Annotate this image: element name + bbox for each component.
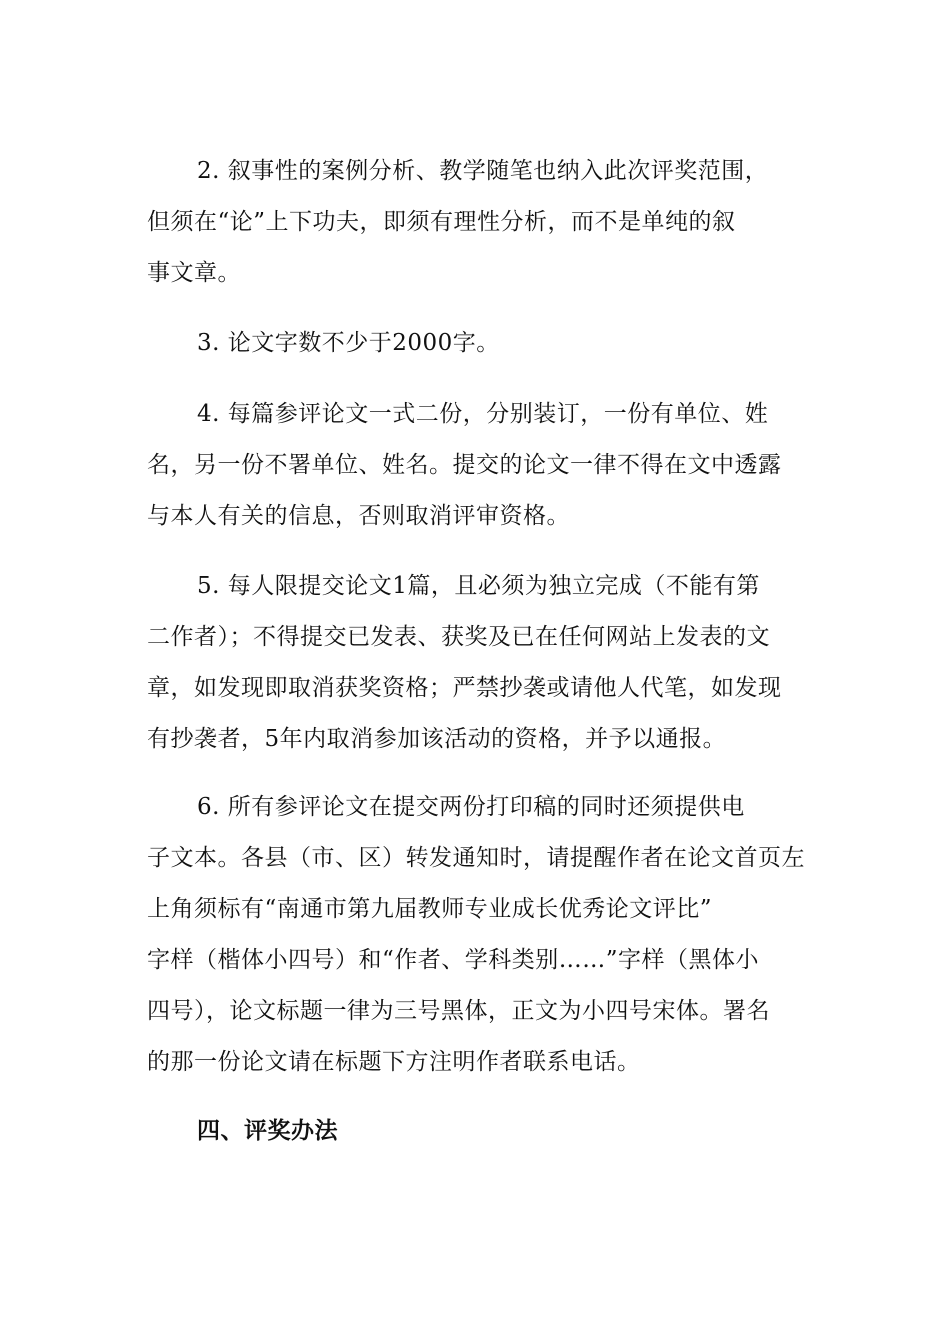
- text-line: 四号），论文标题一律为三号黑体，正文为小四号宋体。署名: [147, 998, 770, 1024]
- text-line: 子文本。各县（市、区）转发通知时，请提醒作者在论文首页左: [147, 845, 805, 871]
- text-line: 名，另一份不署单位、姓名。提交的论文一律不得在文中透露: [147, 452, 782, 478]
- text-line: 与本人有关的信息，否则取消评审资格。: [147, 503, 570, 529]
- paragraph-item-6: [147, 782, 807, 1088]
- paragraph-item-3: [147, 318, 807, 369]
- text-line: 有抄袭者，5年内取消参加该活动的资格，并予以通报。: [147, 726, 727, 752]
- text-line: 章，如发现即取消获奖资格；严禁抄袭或请他人代笔，如发现: [147, 675, 782, 701]
- text-line: 二作者）；不得提交已发表、获奖及已在任何网站上发表的文: [147, 624, 770, 650]
- text-line: 5. 每人限提交论文1篇，且必须为独立完成（不能有第: [197, 573, 760, 599]
- text-line: 2. 叙事性的案例分析、教学随笔也纳入此次评奖范围，: [197, 158, 769, 184]
- section-heading: [147, 1105, 807, 1156]
- text-line: 3. 论文字数不少于2000字。: [197, 330, 500, 356]
- paragraph-item-5: [147, 561, 807, 765]
- text-line: 6. 所有参评论文在提交两份打印稿的同时还须提供电: [197, 794, 745, 820]
- text-line: 的那一份论文请在标题下方注明作者联系电话。: [147, 1049, 641, 1075]
- text-line: 事文章。: [147, 260, 241, 286]
- text-line: 4. 每篇参评论文一式二份，分别装订，一份有单位、姓: [197, 401, 769, 427]
- paragraph-item-2: [147, 146, 807, 299]
- text-line: 字样（楷体小四号）和“作者、学科类别……”字样（黑体小: [147, 947, 760, 973]
- section-heading-text: 四、评奖办法: [197, 1117, 338, 1144]
- paragraph-item-4: [147, 389, 807, 542]
- text-line: 上角须标有“南通市第九届教师专业成长优秀论文评比”: [147, 896, 713, 922]
- text-line: 但须在“论”上下功夫，即须有理性分析，而不是单纯的叙: [147, 209, 736, 235]
